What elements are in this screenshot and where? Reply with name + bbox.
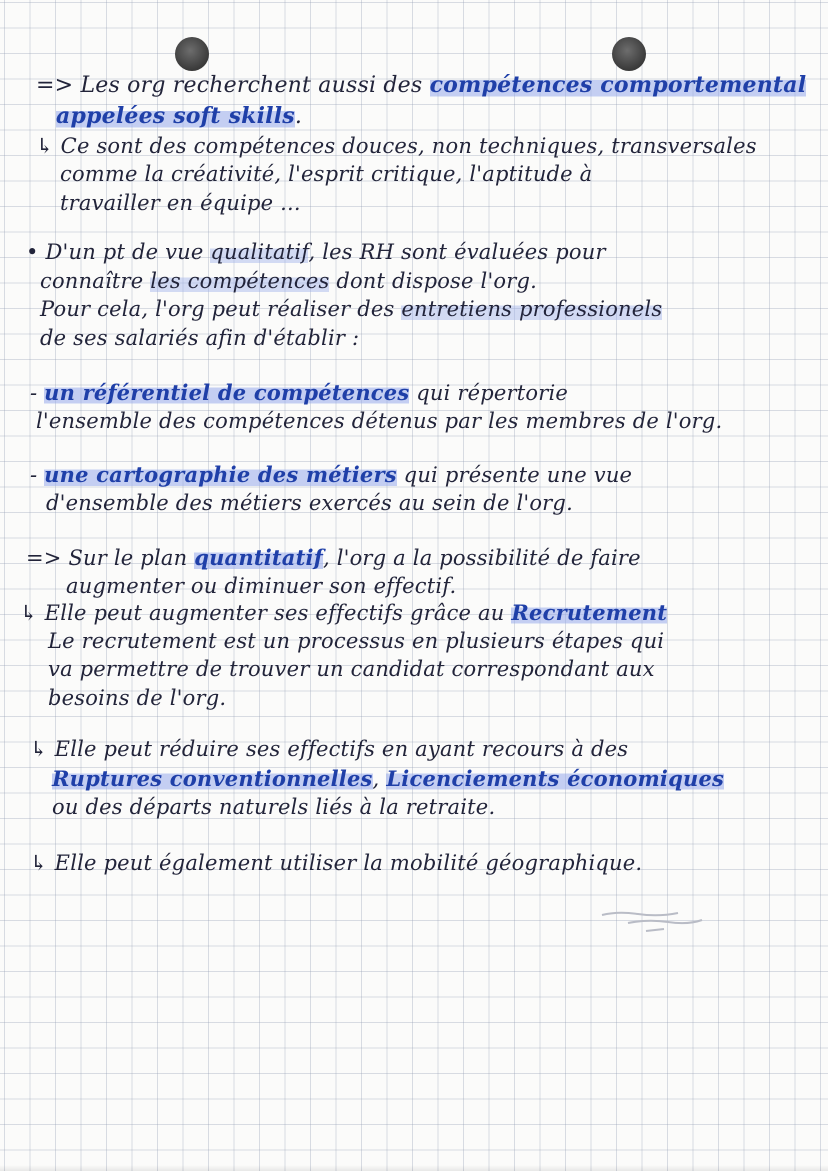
highlight-text: soft skills — [173, 103, 295, 129]
text: => Les org recherchent aussi des — [36, 73, 430, 98]
text: qui répertorie — [409, 381, 569, 405]
text: - — [30, 463, 45, 487]
text: - — [30, 381, 45, 405]
highlight-text: Ruptures conventionnelles — [52, 766, 373, 791]
text: d'ensemble des métiers exercés au sein de l'org. — [46, 491, 573, 515]
text: ↳ Ce sont des compétences douces, non techniques, transversales — [36, 134, 757, 158]
note-line — [46, 491, 573, 515]
note-line — [20, 600, 667, 625]
highlight-text: compétences comportemental — [429, 72, 807, 98]
text: . — [294, 104, 303, 129]
note-line — [30, 462, 632, 487]
highlight-text: Recrutement — [511, 600, 668, 625]
text: Le recrutement est un processus en plusieurs étapes qui — [48, 629, 665, 653]
text: travailler en équipe ... — [60, 191, 301, 215]
note-line — [56, 103, 302, 129]
text: va permettre de trouver un candidat correspondant aux — [48, 657, 655, 681]
note-line — [40, 297, 662, 321]
highlight-text: les compétences — [150, 269, 330, 293]
text: , — [372, 767, 387, 791]
text: => Sur le plan — [26, 546, 195, 570]
binder-hole-right — [612, 37, 646, 71]
text: comme la créativité, l'esprit critique, l'aptitude à — [60, 162, 593, 186]
note-line — [48, 657, 655, 681]
highlight-text: Licenciements économiques — [386, 766, 725, 791]
note-line — [40, 326, 359, 350]
pen-scribble — [598, 905, 708, 935]
page-edge — [0, 1165, 828, 1171]
note-line — [40, 269, 537, 293]
highlight-text: un référentiel de compétences — [44, 380, 410, 405]
note-line — [30, 737, 628, 761]
note-line — [36, 409, 722, 433]
note-line — [30, 851, 642, 875]
note-line — [36, 134, 757, 158]
highlight-text: quantitatif — [194, 545, 323, 570]
note-line — [36, 72, 806, 98]
note-line — [52, 795, 495, 819]
text: besoins de l'org. — [48, 686, 227, 710]
binder-hole-left — [175, 37, 209, 71]
note-line — [48, 629, 664, 653]
text: l'ensemble des compétences détenus par les membres de l'org. — [36, 409, 723, 433]
note-line — [26, 240, 606, 264]
text: ↳ Elle peut réduire ses effectifs en ayant recours à des — [30, 737, 629, 761]
note-line — [48, 686, 226, 710]
text: • D'un pt de vue — [26, 240, 211, 264]
note-line — [66, 574, 456, 598]
note-line — [30, 380, 568, 405]
text: ↳ Elle peut augmenter ses effectifs grâce au — [20, 601, 512, 625]
text: qui présente une vue — [396, 463, 633, 487]
note-line — [60, 162, 592, 186]
text: ou des départs naturels liés à la retraite. — [52, 795, 496, 819]
text: connaître — [40, 269, 151, 293]
highlight-text: entretiens professionels — [401, 297, 663, 321]
note-line — [60, 191, 301, 215]
text: de ses salariés afin d'établir : — [40, 326, 360, 350]
text: augmenter ou diminuer son effectif. — [66, 574, 457, 598]
text: , l'org a la possibilité de faire — [322, 546, 641, 570]
text: ↳ Elle peut également utiliser la mobilité géographique. — [30, 851, 643, 875]
highlight-text: appelées — [56, 103, 174, 129]
highlight-text: une cartographie des métiers — [44, 462, 397, 487]
text: Pour cela, l'org peut réaliser des — [40, 297, 402, 321]
text: dont dispose l'org. — [329, 269, 538, 293]
note-line — [52, 766, 724, 791]
highlight-text: qualitatif — [210, 240, 309, 264]
text: , les RH sont évaluées pour — [308, 240, 606, 264]
note-line — [26, 545, 641, 570]
